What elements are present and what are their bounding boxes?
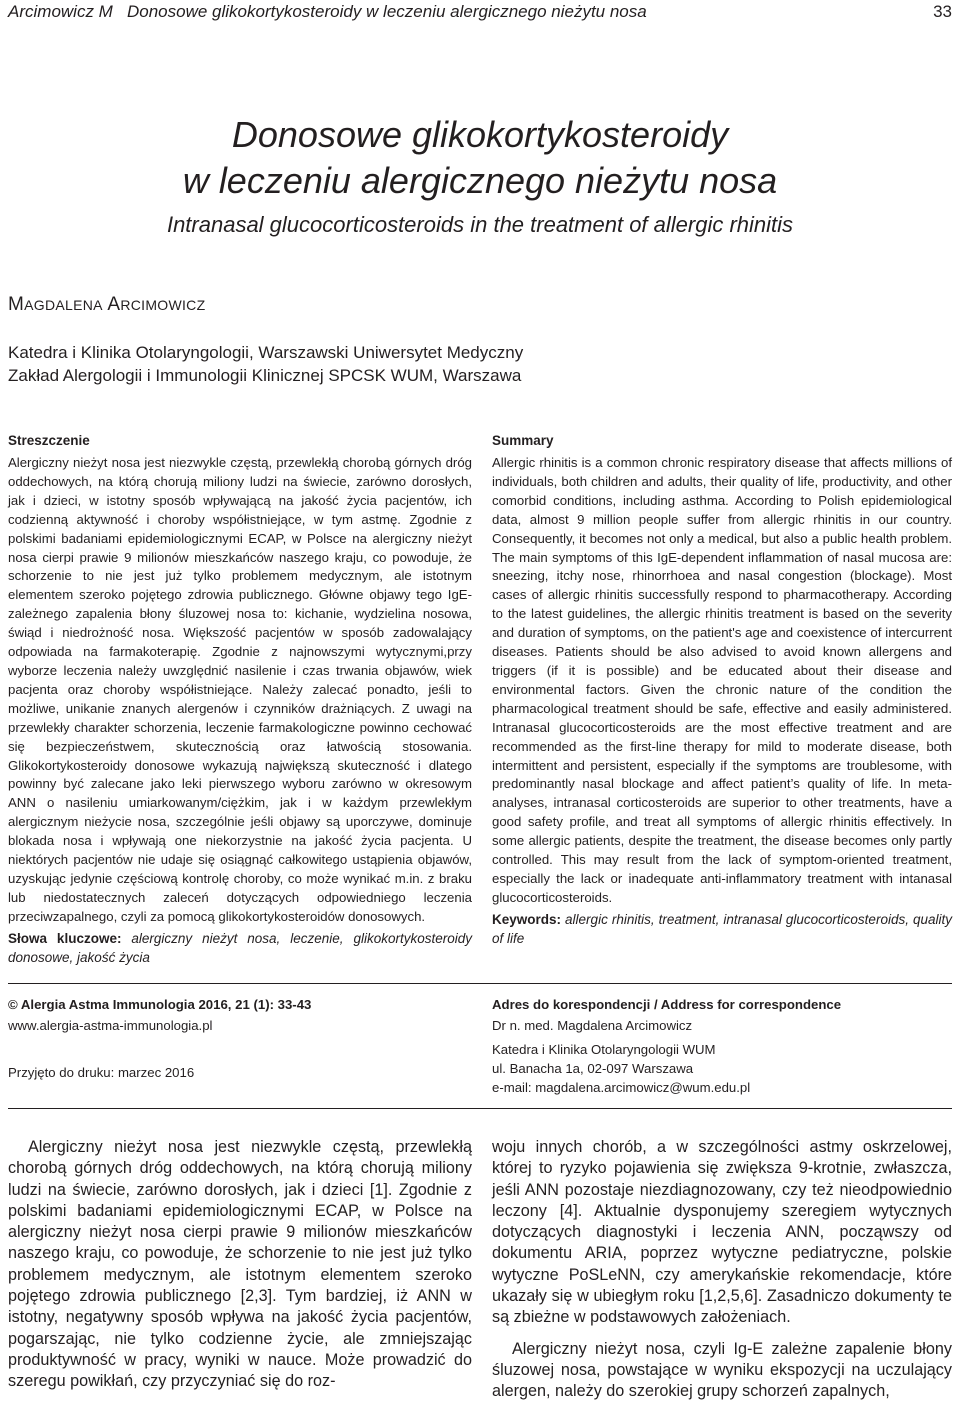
correspondence-heading: Adres do korespondencji / Address for correspondence xyxy=(492,997,842,1012)
page-number: 33 xyxy=(933,2,952,21)
abstract-polish xyxy=(8,433,472,967)
correspondence-name: Dr n. med. Magdalena Arcimowicz xyxy=(492,1018,693,1033)
keywords-english: allergic rhinitis, treatment, intranasal glucocorticosteroids, quality of life xyxy=(492,911,952,946)
body-left-column xyxy=(8,1137,472,1393)
running-head-text: Arcimowicz M Donosowe glikokortykosteroidy w leczeniu alergicznego nieżytu nosa xyxy=(8,2,647,21)
author-first-rest: AGDALENA xyxy=(24,297,103,313)
publication-info xyxy=(8,995,468,1082)
abstract-english-keywords xyxy=(492,911,952,949)
running-head xyxy=(8,2,952,22)
body-paragraph: Alergiczny nieżyt nosa jest niezwykle częstą, przewlekłą chorobą górnych dróg oddechowych, na którą chorują miliony ludzi na świecie, zarówno dorosłych, jak i dzieci [1]. Zgodnie z polskimi badaniami epidemiologicznymi ECAP, w Polsce na alergiczny nieżyt nosa cierpi prawie 9 milionów mieszkańców naszego kraju, co powoduje, że schorzenie to nie jest już tylko problemem medycznym, ale istotnym elementem szeroko pojętego zdrowia publicznego [2,3]. Tym bardziej, iż ANN w istotny, negatywny sposób wpływa na jakość życia pacjentów, pogarszając, nie tylko codzienne życie, ale zmniejszając produktywność w pracy, wyniki w nauce. Może prowadzić do szeregu powikłań, czy przyczyniać się do roz- xyxy=(8,1138,472,1391)
article-title-line-1: Donosowe glikokortykosteroidy xyxy=(231,114,729,155)
abstract-polish-text: Alergiczny nieżyt nosa jest niezwykle częstą, przewlekłą chorobą górnych dróg oddechowych, na którą chorują miliony ludzi na świecie, zarówno dorosłych, jak i dzieci, w istotny sposób wpływającą na jakość życia pacjentów, ich codzienną aktywność i choroby współistniejące, w tym astmę. Zgodnie z polskimi badaniami epidemiologicznymi ECAP, w Polsce na alergiczny nieżyt nosa cierpi prawie 9 milionów mieszkańców naszego kraju, co powoduje, że schorzenie to nie jest już tylko problemem medycznym, ale istotnym elementem szeroko pojętego zdrowia publicznego. Główne objawy tego IgE-zależnego zapalenia błony śluzowej nosa to: kichanie, wydzielina nosowa, świąd i niedrożność nosa. Większość pacjentów w sposób zadowalający odpowiada na farmakoterapię. Zgodnie z najnowszymi wytycznymi,przy wyborze leczenia należy uwzględnić nasilenie i czas trwania objawów, wiek pacjenta oraz choroby współistniejące. Należy zalecać ponadto, jeśli to możliwe, unikanie znanych alergenów i czynników drażniących. Z uwagi na przewlekły charakter schorzenia, leczenie farmakologiczne powinno cechować się bezpieczeństwem, skutecznością oraz łatwością stosowania. Glikokortykosteroidy donosowe wykazują największą skuteczność i dlatego powinny być zalecane jako leki pierwszego wyboru zarówno w okresowym ANN o nasileniu umiarkowanym/ciężkim, jak i w każdym przewlekłym alergicznym nieżycie nosa, szczególnie jeśli objawy są uporczywe, dominuje blokada nosa i wpływają one niekorzystnie na jakość życia pacjenta. U niektórych pacjentów nie udaje się osiągnąć całkowitego ustąpienia objawów, uzyskując jedynie częściową kontrolę choroby, co może wynikać m.in. z braku lub niedostatecznych zaleceń dotyczących odpowiedniego leczenia przeciwzapalnego, czyli za pomocą glikokortykosteroidów donosowych. xyxy=(8,455,472,924)
author-last-initial: A xyxy=(107,294,121,315)
abstract-polish-heading: Streszczenie xyxy=(8,433,90,448)
abstract-english-heading: Summary xyxy=(492,433,554,448)
abstract-english-text: Allergic rhinitis is a common chronic respiratory disease that affects millions of individuals, both children and adults, their quality of life, productivity, and other comorbid conditions, including asthma. According to Polish epidemiological data, almost 9 million people suffer from allergic rhinitis in our country. Consequently, it becomes not only a medical, but also a public health problem. The main symptoms of this IgE-dependent inflammation of nasal mucosa are: sneezing, itchy nose, rhinorrhoea and nasal congestion (blockage). Most cases of allergic rhinitis successfully respond to pharmacotherapy. According to the latest guidelines, the allergic rhinitis treatment is based on the severity and duration of symptoms, on the patient's age and coexistence of intercurrent diseases. Patients should be also advised to avoid known allergens and triggers (if it is possible) and be educated about their disease and environmental factors. Given the chronic nature of the condition the pharmacological treatment should be safe, effective and easily administered. Intranasal glucocorticosteroids are the most effective treatment and are recommended as the first-line therapy for mild to moderate disease, both intermittent and persistent, especially if the symptoms are troublesome, with predominantly nasal blockage and affect patient’s quality of life. In meta-analyses, intranasal corticosteroids are superior to other treatments, have a good safety profile, and treat all symptoms of allergic rhinitis effectively. In some allergic patients, despite the treatment, the disease becomes only partly controlled. This may result from the lack of symptom-oriented treatment, especially the lack or inadequate anti-inflammatory treatment with intanasal glucocorticosteroids. xyxy=(492,455,952,905)
keywords-polish: alergiczny nieżyt nosa, leczenie, glikokortykosteroidy donosowe, jakość życia xyxy=(8,930,472,965)
correspondence-dept: Katedra i Klinika Otolaryngologii WUM xyxy=(492,1042,716,1057)
author-first-initial: M xyxy=(8,294,25,315)
divider-bottom xyxy=(8,1108,952,1109)
keywords-english-label: Keywords: xyxy=(492,911,562,927)
correspondence-email[interactable]: e-mail: magdalena.arcimowicz@wum.edu.pl xyxy=(492,1080,751,1095)
body-paragraph: Alergiczny nieżyt nosa, czyli Ig-E zależne zapalenie błony śluzowej nosa, powstające w wyniku ekspozycji na uczulający alergen, należy do szerokiej grupy schorzeń zapalnych, xyxy=(492,1339,952,1401)
accepted-date: Przyjęto do druku: marzec 2016 xyxy=(8,1065,195,1080)
correspondence-street: ul. Banacha 1a, 02-097 Warszawa xyxy=(492,1061,694,1076)
article-title-english: Intranasal glucocorticosteroids in the treatment of allergic rhinitis xyxy=(166,212,794,237)
author-last-rest: RCIMOWICZ xyxy=(120,297,206,313)
affiliation-line-2: Zakład Alergologii i Immunologii Klinicznej SPCSK WUM, Warszawa xyxy=(8,366,522,385)
journal-url[interactable]: www.alergia-astma-immunologia.pl xyxy=(8,1018,213,1033)
author-name xyxy=(8,294,205,316)
article-title-line-2: w leczeniu alergicznego nieżytu nosa xyxy=(182,160,778,201)
affiliation-line-1: Katedra i Klinika Otolaryngologii, Warszawski Uniwersytet Medyczny xyxy=(8,343,524,362)
body-paragraph: woju innych chorób, a w szczególności astmy oskrzelowej, której to ryzyko pojawienia się zwiększa 9-krotnie, zwłaszcza, jeśli ANN pozostaje niezdiagnozowany, czy też nieodpowiednio leczony [4]. Aktualnie dysponujemy szeregiem wytycznych dotyczących diagnostyki i leczenia ANN, począwszy od dokumentu ARIA, poprzez wytyczne pediatryczne, polskie wytyczne PoSLeNN, czy amerykańskie rekomendacje, które ukazały się w ubiegłym roku [1,2,5,6]. Zasadniczo dokumenty te są zbieżne w podstawowych założeniach. xyxy=(492,1138,952,1327)
correspondence xyxy=(492,995,952,1097)
abstract-english xyxy=(492,433,952,949)
keywords-polish-label: Słowa kluczowe: xyxy=(8,930,122,946)
citation: © Alergia Astma Immunologia 2016, 21 (1): 33-43 xyxy=(8,997,312,1012)
abstract-polish-keywords xyxy=(8,930,472,968)
divider-top xyxy=(8,983,952,984)
body-right-column xyxy=(492,1137,952,1403)
